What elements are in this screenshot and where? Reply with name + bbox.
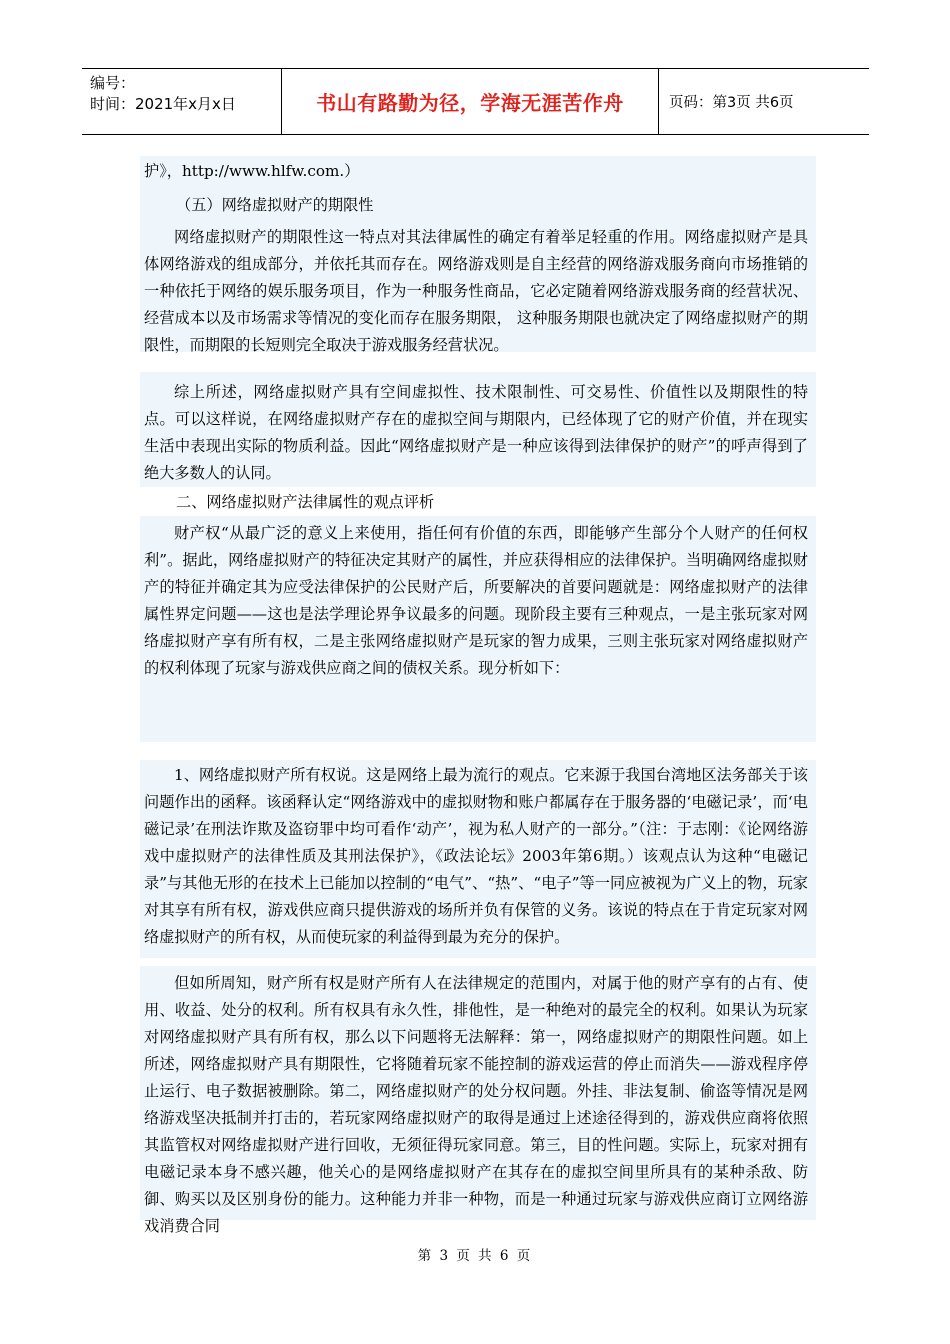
section-heading-two: 二、网络虚拟财产法律属性的观点评析: [176, 493, 435, 511]
page-header: [82, 68, 869, 135]
paragraph-property-right: 财产权“从最广泛的意义上来使用，指任何有价值的东西，即能够产生部分个人财产的任何权利”。据此，网络虚拟财产的特征决定其财产的属性，并应获得相应的法律保护。当明确网络虚拟财产的特征并确定其为应受法律保护的公民财产后，所要解决的首要问题就是：网络虚拟财产的法律属性界定问题——这也是法学理论界争议最多的问题。现阶段主要有三种观点，一是主张玩家对网络虚拟财产享有所有权，二是主张网络虚拟财产是玩家的智力成果，三则主张玩家对网络虚拟财产的权利体现了玩家与游戏供应商之间的债权关系。现分析如下：: [144, 524, 808, 677]
section-heading-five: （五）网络虚拟财产的期限性: [176, 196, 374, 214]
document-date-label: 时间：2021年x月x日: [90, 95, 236, 113]
header-motto: 书山有路勤为径，学海无涯苦作舟: [281, 69, 659, 134]
page-footer: 第 3 页 共 6 页: [417, 1248, 533, 1264]
paragraph-citation-tail: 护》，http://www.hlfw.com.）: [144, 162, 360, 180]
document-number-label: 编号：: [90, 74, 136, 92]
header-meta: [82, 69, 281, 134]
paragraph-ownership-critique: 但如所周知，财产所有权是财产所有人在法律规定的范围内，对属于他的财产享有的占有、使用、收益、处分的权利。所有权具有永久性，排他性，是一种绝对的最完全的权利。如果认为玩家对网络虚拟财产具有所有权，那么以下问题将无法解释：第一，网络虚拟财产的期限性问题。如上所述，网络虚拟财产具有期限性，它将随着玩家不能控制的游戏运营的停止而消失——游戏程序停止运行、电子数据被删除。第二，网络虚拟财产的处分权问题。外挂、非法复制、偷盗等情况是网络游戏坚决抵制并打击的，若玩家网络虚拟财产的取得是通过上述途径得到的，游戏供应商将依照其监管权对网络虚拟财产进行回收，无须征得玩家同意。第三，目的性问题。实际上，玩家对拥有电磁记录本身不感兴趣，他关心的是网络虚拟财产在其存在的虚拟空间里所具有的某种杀敌、防御、购买以及区别身份的能力。这种能力并非一种物，而是一种通过玩家与游戏供应商订立网络游戏消费合同: [144, 974, 808, 1235]
paragraph-ownership-theory: 1、网络虚拟财产所有权说。这是网络上最为流行的观点。它来源于我国台湾地区法务部关于该问题作出的函释。该函释认定“网络游戏中的虚拟财物和账户都属存在于服务器的‘电磁记录’，而‘电磁记录’在刑法诈欺及盗窃罪中均可看作‘动产’，视为私人财产的一部分。”（注：于志刚：《论网络游戏中虚拟财产的法律性质及其刑法保护》，《政法论坛》2003年第6期。）该观点认为这种“电磁记录”与其他无形的在技术上已能加以控制的“电气”、“热”、“电子”等一同应被视为广义上的物，玩家对其享有所有权，游戏供应商只提供游戏的场所并负有保管的义务。该说的特点在于肯定玩家对网络虚拟财产的所有权，从而使玩家的利益得到最为充分的保护。: [144, 766, 808, 946]
paragraph-time-limit: 网络虚拟财产的期限性这一特点对其法律属性的确定有着举足轻重的作用。网络虚拟财产是具体网络游戏的组成部分，并依托其而存在。网络游戏则是自主经营的网络游戏服务商向市场推销的一种依托于网络的娱乐服务项目，作为一种服务性商品，它必定随着网络游戏服务商的经营状况、经营成本以及市场需求等情况的变化而存在服务期限， 这种服务期限也就决定了网络虚拟财产的期限性，而期限的长短则完全取决于游戏服务经营状况。: [144, 228, 808, 354]
header-page-label: 页码：第3页 共6页: [669, 95, 794, 111]
paragraph-summary: 综上所述，网络虚拟财产具有空间虚拟性、技术限制性、可交易性、价值性以及期限性的特点。可以这样说，在网络虚拟财产存在的虚拟空间与期限内，已经体现了它的财产价值，并在现实生活中表现出实际的物质利益。因此“网络虚拟财产是一种应该得到法律保护的财产”的呼声得到了绝大多数人的认同。: [144, 383, 808, 482]
